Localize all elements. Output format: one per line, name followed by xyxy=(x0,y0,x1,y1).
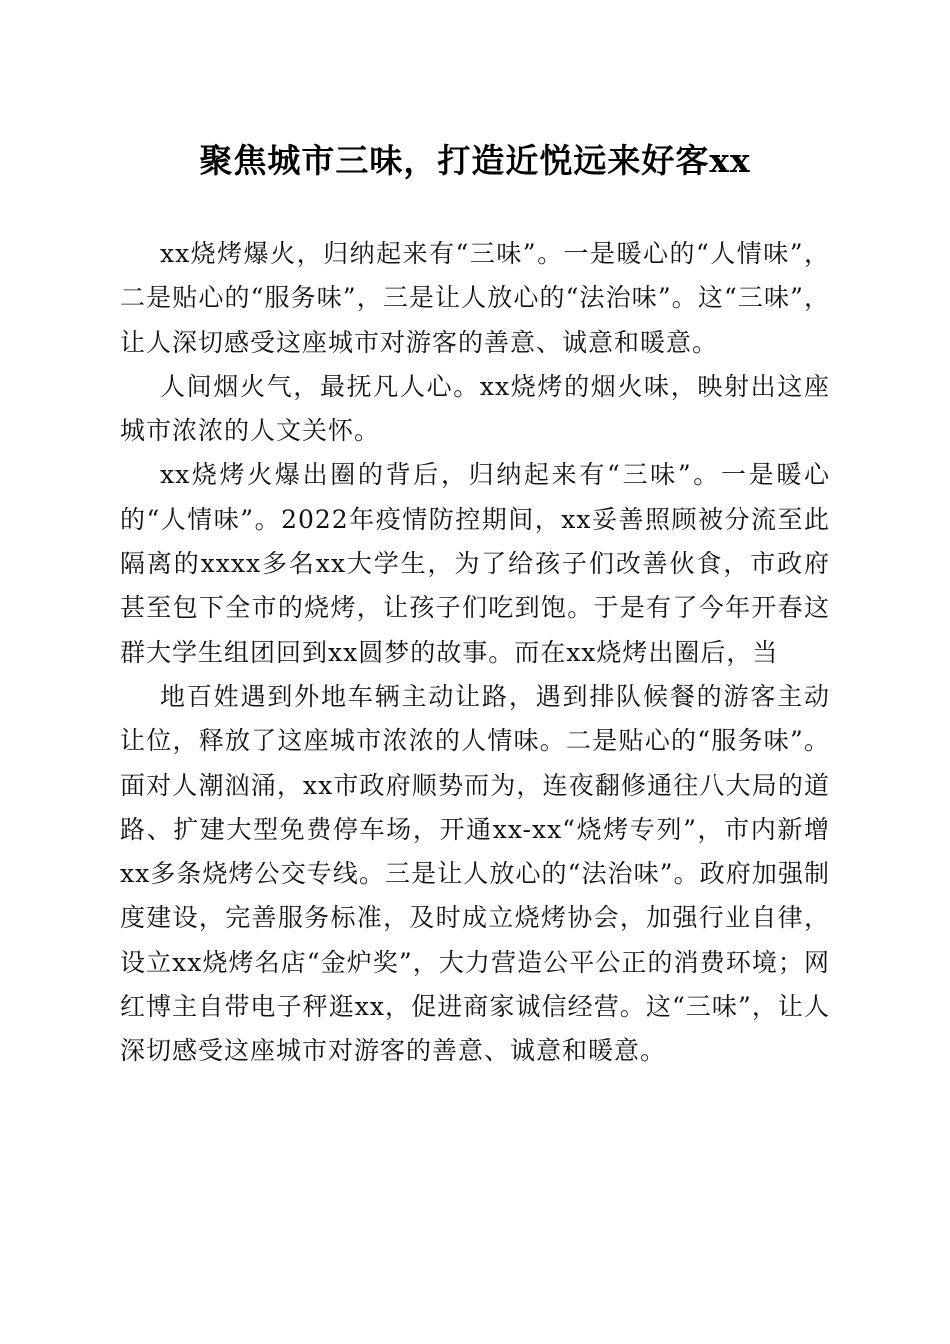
paragraph-2: 人间烟火气，最抚凡人心。xx烧烤的烟火味，映射出这座城市浓浓的人文关怀。 xyxy=(120,371,830,446)
paragraph-4: 地百姓遇到外地车辆主动让路，遇到排队候餐的游客主动让位，释放了这座城市浓浓的人情味。二是贴心的“服务味”。面对人潮汹涌，xx市政府顺势而为，连夜翻修通往八大局的道路、扩建大型免费停车场，开通xx-xx“烧烤专列”，市内新增xx多条烧烤公交专线。三是让人放心的“法治味”。政府加强制度建设，完善服务标准，及时成立烧烤协会，加强行业自律，设立xx烧烤名店“金炉奖”，大力营造公平公正的消费环境；网红博主自带电子秤逛xx，促进商家诚信经营。这“三味”，让人深切感受这座城市对游客的善意、诚意和暖意。 xyxy=(120,681,830,1066)
paragraph-1: xx烧烤爆火，归纳起来有“三味”。一是暖心的“人情味”，二是贴心的“服务味”，三是让人放心的“法治味”。这“三味”，让人深切感受这座城市对游客的善意、诚意和暖意。 xyxy=(120,239,830,357)
document-body xyxy=(120,232,830,1074)
paragraph-3: xx烧烤火爆出圈的背后，归纳起来有“三味”。一是暖心的“人情味”。2022年疫情防控期间，xx妥善照顾被分流至此隔离的xxxx多名xx大学生，为了给孩子们改善伙食，市政府甚至包下全市的烧烤，让孩子们吃到饱。于是有了今年开春这群大学生组团回到xx圆梦的故事。而在xx烧烤出圈后，当 xyxy=(120,460,830,667)
document-title: 聚焦城市三味，打造近悦远来好客xx xyxy=(199,141,751,180)
